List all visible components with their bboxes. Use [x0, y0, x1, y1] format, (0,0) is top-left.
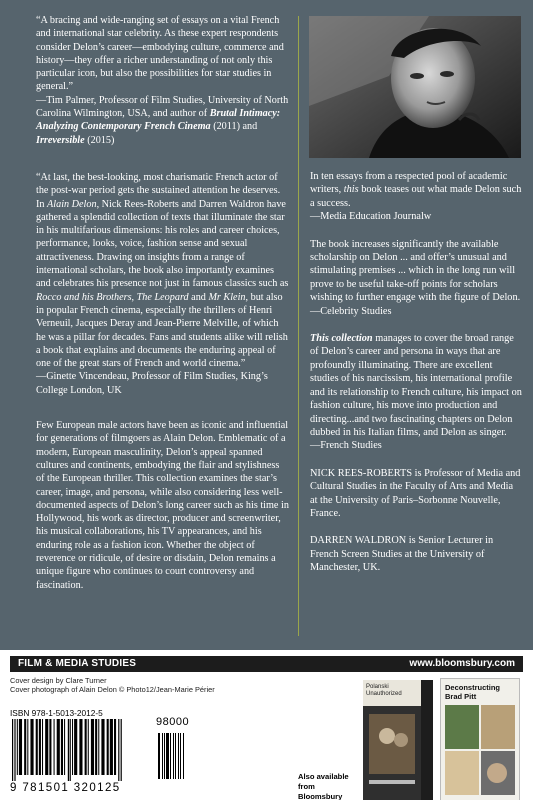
quote-connector: (2011) and	[210, 121, 258, 133]
book-title: Deconstructing Brad Pitt	[445, 683, 501, 701]
quote-text: “At last, the best-looking, most charismatic French actor of the post-war period gets the sustained attention he deserves. In	[36, 171, 281, 210]
review-source: —Media Education Journalw	[310, 211, 432, 223]
review-emphasis: this	[343, 184, 359, 196]
book-description: Few European male actors have been as iconic and influential for generations of filmgoers as Alain Delon. Emblematic of a modern, European masculinity, Delon’s appeal spanned cultures and continents, embodying the flair and stylishness of the European thriller. This collection examines the star’s career, image, and persona, while also considering less well-documented aspects of Delon’s long career such as his time in Hollywood, his work as director, producer and screenwriter, his musical collaborations, his TV appearances, and his enduring role as a fashion icon. Whether the object of reverence or ridicule, of desire or disdain, Delon remains a unique figure who continues to court controversy and fascination.	[36, 420, 289, 591]
book-cover-thumbnail[interactable]	[440, 678, 520, 800]
barcode-digits: 9 781501 320125	[10, 782, 121, 794]
review-source: —French Studies	[310, 440, 382, 452]
film-title-leopard: The Leopard	[136, 291, 189, 303]
isbn-label: ISBN 978-1-5013-2012-5	[10, 708, 103, 718]
book-title-irreversible: Irreversible	[36, 134, 85, 146]
review-celebrity-studies	[310, 238, 522, 318]
cover-design-credit: Cover design by Clare Turner	[10, 676, 107, 685]
endorsement-palmer	[36, 14, 290, 147]
publisher-url: www.bloomsbury.com	[409, 658, 515, 669]
review-emphasis: This collection	[310, 333, 373, 345]
book-title: Polanski Unauthorized	[366, 684, 402, 697]
quote-text: “A bracing and wide-ranging set of essays on a vital French and international star celebrity. As these expert respondents consider Delon’s career—embodying culture, commerce and history—they offer a richer understanding of not only this particular icon, but also the possibilities for star studies in general.”	[36, 15, 284, 93]
book-cover-thumbnail[interactable]	[363, 680, 433, 800]
review-text: In ten essays from a respected pool of academic writers,	[310, 171, 508, 196]
review-text: manages to cover the broad range of Delon’s career and persona in ways that are profoundly illuminating. There are excellent studies of his narcissism, his international profile and its relationship to French culture, his impact on fashion culture, his move into production and directing...and two fascinating chapters on Delon dubbed in his Italian films, and Delon as singer.	[310, 333, 522, 438]
column-divider	[298, 16, 299, 636]
film-title-rocco: Rocco and his Brothers	[36, 291, 132, 303]
quote-text: and	[188, 291, 209, 303]
review-text: The book increases significantly the available scholarship on Delon ... and offer’s unusual and stimulating premises ... which in the long run will prove to be useful take-off points for scholars wishing to further engage with the figure of Delon.	[310, 238, 521, 304]
bio-darren-waldron: DARREN WALDRON is Senior Lecturer in French Screen Studies at the University of Manchester, UK.	[310, 535, 494, 574]
portrait-photo-icon	[309, 16, 521, 158]
book-title-brutal-intimacy: Brutal Intimacy: Analyzing Contemporary French Cinema	[36, 108, 281, 133]
bottom-panel	[0, 650, 533, 800]
barcode-graphic-icon	[10, 719, 200, 783]
price-code: 98000	[156, 716, 190, 728]
endorsement-vincendeau	[36, 171, 290, 397]
cover-photo-credit: Cover photograph of Alain Delon © Photo12/Jean-Marie Périer	[10, 685, 215, 694]
barcode-block	[10, 708, 200, 796]
series-label: FILM & MEDIA STUDIES	[18, 658, 137, 669]
quote-text: ,	[131, 291, 137, 303]
quote-text: , but also in popular French cinema, especially the thrillers of Henri Verneuil, Jacques Deray and Jean-Pierre Melville, of which he was a pillar for decades. Fans and students alike will relish a book that explains and documents the enduring appeal of one of the great stars of French and world cinema.”	[36, 291, 288, 370]
right-column	[310, 170, 522, 575]
author-portrait-photo	[309, 16, 521, 158]
review-french-studies	[310, 332, 522, 453]
book-title-alain-delon: Alain Delon	[47, 198, 97, 210]
review-media-education	[310, 170, 522, 224]
film-title-mr-klein: Mr Klein	[208, 291, 246, 303]
price-addon-bars	[158, 733, 184, 779]
review-text: book teases out what made Delon such a success.	[310, 184, 522, 209]
review-source: —Celebrity Studies	[310, 305, 392, 317]
quote-attribution: —Ginette Vincendeau, Professor of Film Studies, King’s College London, UK	[36, 371, 268, 396]
quote-attribution: —Tim Palmer, Professor of Film Studies, University of North Carolina Wilmington, USA, and author of	[36, 94, 289, 120]
book-cover-art-icon	[363, 680, 433, 800]
also-available-label: Also available from Bloomsbury	[298, 772, 349, 800]
bio-nick-rees-roberts: NICK REES-ROBERTS is Professor of Media and Cultural Studies in the Faculty of Arts and Media at the University of Paris–Sorbonne Nouvelle, France.	[310, 467, 521, 519]
quote-year: (2015)	[84, 134, 115, 146]
left-column	[36, 14, 290, 592]
barcode-bars	[12, 719, 122, 781]
series-bar	[10, 656, 523, 672]
quote-text: , Nick Rees-Roberts and Darren Waldron have gathered a splendid collection of texts that illuminate the star in his multifarious dimensions: his roles and career choices, performance, looks, voice, fashion sense and sexual attractiveness. Drawing on insights from a range of international scholars, the book also importantly examines and celebrates his presence not just in famous classics such as	[36, 198, 289, 290]
